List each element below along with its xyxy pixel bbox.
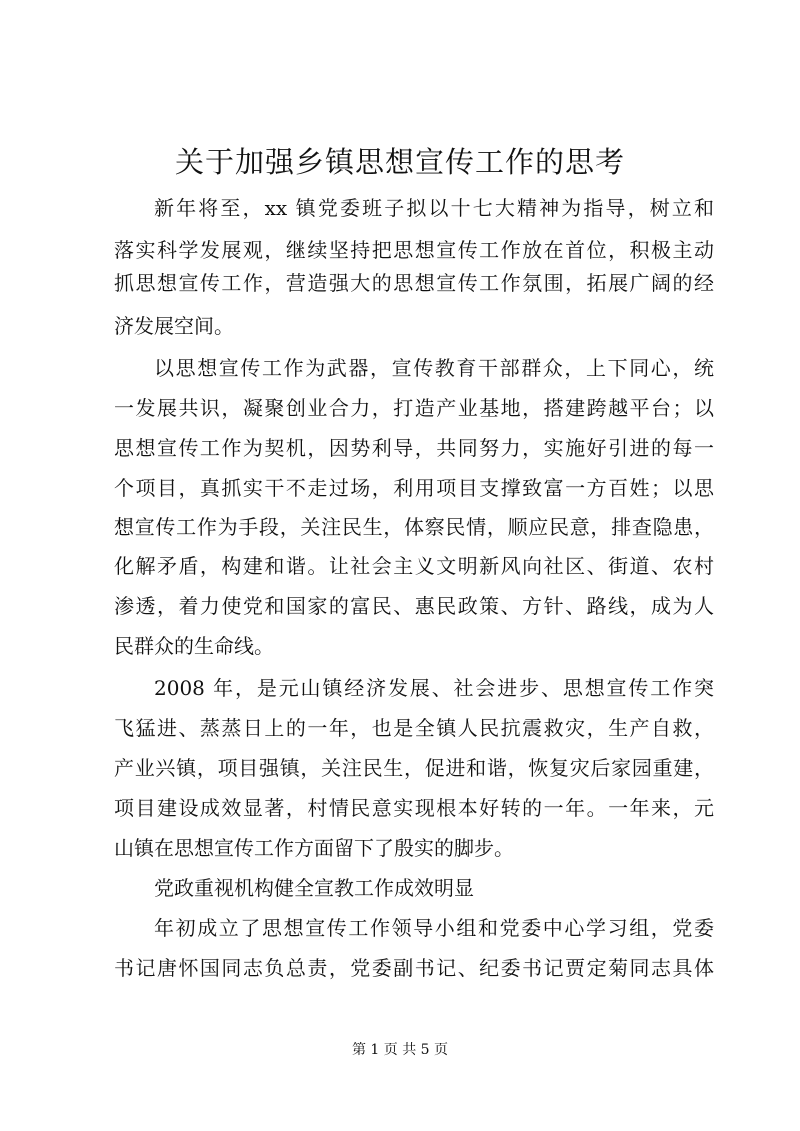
paragraph-1-line-3: 抓思想宣传工作，营造强大的思想宣传工作氛围，拓展广阔的经 <box>114 271 714 295</box>
paragraph-2-line-8: 民群众的生命线。 <box>114 634 274 658</box>
document-title: 关于加强乡镇思想宣传工作的思考 <box>174 145 625 179</box>
paragraph-2-line-7: 渗透，着力使党和国家的富民、惠民政策、方针、路线，成为人 <box>114 594 714 618</box>
paragraph-3-line-4: 项目建设成效显著，村情民意实现根本好转的一年。一年来，元 <box>114 796 714 820</box>
paragraph-3-line-5: 山镇在思想宣传工作方面留下了殷实的脚步。 <box>114 836 514 860</box>
paragraph-2-line-2: 一发展共识，凝聚创业合力，打造产业基地，搭建跨越平台；以 <box>114 396 714 420</box>
paragraph-2-line-3: 思想宣传工作为契机，因势利导，共同努力，实施好引进的每一 <box>114 436 714 460</box>
paragraph-3-line-2: 飞猛进、蒸蒸日上的一年，也是全镇人民抗震救灾，生产自救， <box>114 716 714 740</box>
paragraph-3-line-1: 2008 年，是元山镇经济发展、社会进步、思想宣传工作突 <box>154 676 714 700</box>
paragraph-1-line-4: 济发展空间。 <box>114 314 234 338</box>
paragraph-2-line-1: 以思想宣传工作为武器，宣传教育干部群众，上下同心，统 <box>154 356 714 380</box>
page-number-footer: 第 1 页 共 5 页 <box>351 1042 449 1058</box>
paragraph-2-line-4: 个项目，真抓实干不走过场，利用项目支撑致富一方百姓；以思 <box>114 476 714 500</box>
paragraph-1-line-1: 新年将至，xx 镇党委班子拟以十七大精神为指导，树立和 <box>154 196 714 220</box>
paragraph-2-line-5: 想宣传工作为手段，关注民生，体察民情，顺应民意，排查隐患， <box>114 515 714 539</box>
paragraph-5-line-1: 年初成立了思想宣传工作领导小组和党委中心学习组，党委 <box>154 916 714 940</box>
paragraph-3-line-3: 产业兴镇，项目强镇，关注民生，促进和谐，恢复灾后家园重建， <box>114 756 714 780</box>
paragraph-2-line-6: 化解矛盾，构建和谐。让社会主义文明新风向社区、街道、农村 <box>114 554 714 578</box>
paragraph-5-line-2: 书记唐怀国同志负总责，党委副书记、纪委书记贾定菊同志具体 <box>114 956 714 980</box>
paragraph-1-line-2: 落实科学发展观，继续坚持把思想宣传工作放在首位，积极主动 <box>114 238 714 262</box>
section-heading: 党政重视机构健全宣教工作成效明显 <box>154 876 474 900</box>
